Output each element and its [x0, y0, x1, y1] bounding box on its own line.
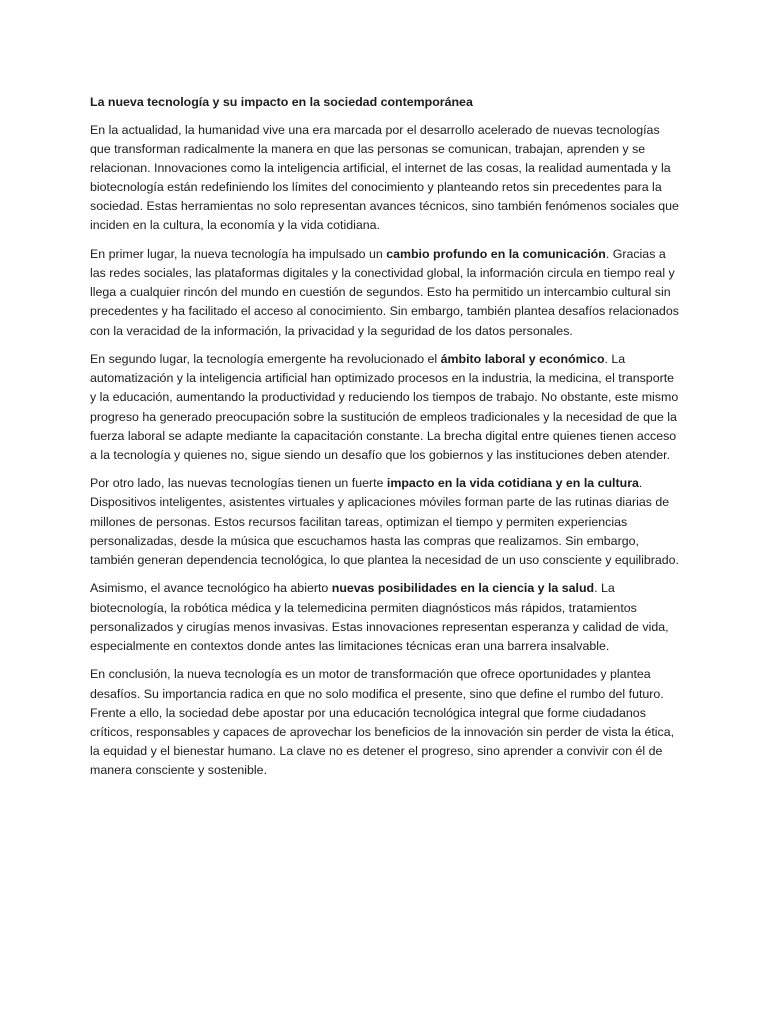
paragraph-text: . Dispositivos inteligentes, asistentes virtuales y aplicaciones móviles forman parte de las rutinas diarias de millones de personas. Estos recursos facilitan tareas, optimizan el tiempo y permiten experiencias personalizadas, desde la música que escuchamos hasta las compras que realizamos. Sin embargo, también generan dependencia tecnológica, lo que plantea la necesidad de un uso consciente y equilibrado. — [90, 476, 679, 567]
paragraph-communication — [90, 245, 680, 340]
paragraph-emphasis: cambio profundo en la comunicación — [386, 247, 606, 262]
paragraph-text: . La automatización y la inteligencia artificial han optimizado procesos en la industria, la medicina, el transporte y la educación, aumentando la productividad y reduciendo los tiempos de trabajo. No obstante, este mismo progreso ha generado preocupación sobre la sustitución de empleos tradicionales y la necesidad de que la fuerza laboral se adapte mediante la capacitación constante. La brecha digital entre quienes tienen acceso a la tecnología y quienes no, sigue siendo un desafío que los gobiernos y las instituciones deben atender. — [90, 352, 679, 462]
paragraph-text: Asimismo, el avance tecnológico ha abierto — [90, 581, 332, 596]
paragraph-text: En conclusión, la nueva tecnología es un motor de transformación que ofrece oportunidades y plantea desafíos. Su importancia radica en que no solo modifica el presente, sino que define el rumbo del futuro. Frente a ello, la sociedad debe apostar por una educación tecnológica integral que forme ciudadanos críticos, responsables y capaces de aprovechar los beneficios de la innovación sin perder de vista la ética, la equidad y el bienestar humano. La clave no es detener el progreso, sino aprender a convivir con él de manera consciente y sostenible. — [90, 667, 675, 777]
paragraph-text: . Gracias a las redes sociales, las plataformas digitales y la conectividad global, la información circula en tiempo real y llega a cualquier rincón del mundo en cuestión de segundos. Esto ha permitido un intercambio cultural sin precedentes y ha facilitado el acceso al conocimiento. Sin embargo, también plantea desafíos relacionados con la veracidad de la información, la privacidad y la seguridad de los datos personales. — [90, 247, 679, 338]
paragraph-science-health — [90, 579, 680, 655]
paragraph-emphasis: nuevas posibilidades en la ciencia y la salud — [331, 581, 595, 596]
paragraph-text: En la actualidad, la humanidad vive una era marcada por el desarrollo acelerado de nuevas tecnologías que transforman radicalmente la manera en que las personas se comunican, trabajan, aprenden y se relacionan. Innovaciones como la inteligencia artificial, el internet de las cosas, la realidad aumentada y la biotecnología están redefiniendo los límites del conocimiento y planteando retos sin precedentes para la sociedad. Estas herramientas no solo representan avances técnicos, sino también fenómenos sociales que inciden en la cultura, la economía y la vida cotidiana. — [90, 123, 679, 233]
paragraph-text: En primer lugar, la nueva tecnología ha impulsado un — [90, 247, 387, 262]
paragraph-labor-economy — [90, 350, 680, 465]
paragraph-emphasis: impacto en la vida cotidiana y en la cultura — [386, 476, 639, 491]
paragraph-conclusion — [90, 665, 680, 780]
paragraph-text: . La biotecnología, la robótica médica y la telemedicina permiten diagnósticos más rápidos, tratamientos personalizados y cirugías menos invasivas. Estas innovaciones representan esperanza y calidad de vida, especialmente en contextos donde antes las limitaciones técnicas eran una barrera insalvable. — [90, 581, 669, 653]
paragraph-text: Por otro lado, las nuevas tecnologías tienen un fuerte — [90, 476, 387, 491]
paragraph-text: En segundo lugar, la tecnología emergente ha revolucionado el — [90, 352, 441, 367]
paragraph-daily-life-culture — [90, 474, 680, 569]
paragraph-intro — [90, 121, 680, 236]
document-title: La nueva tecnología y su impacto en la sociedad contemporánea — [90, 95, 473, 109]
paragraph-emphasis: ámbito laboral y económico — [440, 352, 605, 367]
